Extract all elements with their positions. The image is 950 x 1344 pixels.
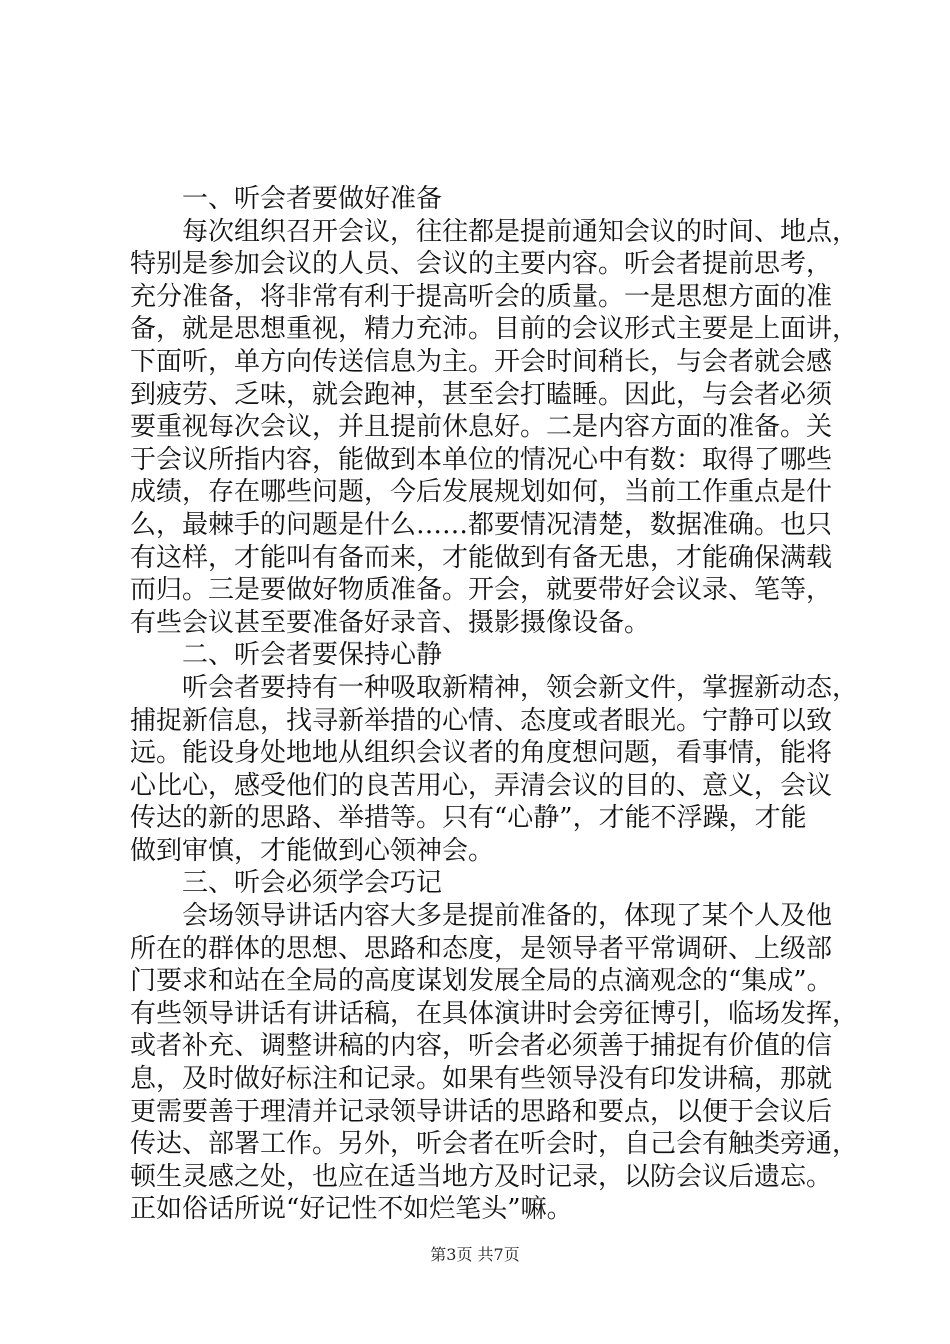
text-line: 充分准备，将非常有利于提高听会的质量。一是思想方面的准 (130, 281, 833, 312)
text-line: 做到审慎，才能做到心领神会。 (130, 835, 495, 866)
text-line: 心比心，感受他们的良苦用心，弄清会议的目的、意义，会议 (130, 770, 833, 801)
page-footer: 第3页 共7页 (430, 1245, 520, 1264)
text-line: 要重视每次会议，并且提前休息好。二是内容方面的准备。关 (130, 412, 833, 443)
text-line: 门要求和站在全局的高度谋划发展全局的点滴观念的“集成”。 (130, 966, 833, 997)
text-line: 二、听会者要保持心静 (182, 640, 443, 671)
text-line: 下面听，单方向传送信息为主。开会时间稍长，与会者就会感 (130, 346, 833, 377)
text-line: 捕捉新信息，找寻新举措的心情、态度或者眼光。宁静可以致 (130, 705, 833, 736)
text-line: 有些领导讲话有讲话稿，在具体演讲时会旁征博引，临场发挥， (130, 998, 859, 1029)
text-line: 特别是参加会议的人员、会议的主要内容。听会者提前思考， (130, 249, 833, 280)
text-line: 每次组织召开会议，往往都是提前通知会议的时间、地点， (182, 216, 859, 247)
text-line: 息，及时做好标注和记录。如果有些领导没有印发讲稿，那就 (130, 1064, 833, 1095)
text-line: 有些会议甚至要准备好录音、摄影摄像设备。 (130, 607, 651, 638)
text-line: 顿生灵感之处，也应在适当地方及时记录，以防会议后遗忘。 (130, 1161, 833, 1192)
document-body (130, 183, 859, 1226)
text-line: 所在的群体的思想、思路和态度，是领导者平常调研、上级部 (130, 933, 833, 964)
text-line: 三、听会必须学会巧记 (182, 868, 443, 899)
text-line: 传达、部署工作。另外，听会者在听会时，自己会有触类旁通， (130, 1129, 859, 1160)
text-line: 备，就是思想重视，精力充沛。目前的会议形式主要是上面讲， (130, 314, 859, 345)
text-line: 一、听会者要做好准备 (182, 184, 443, 214)
text-line: 远。能设身处地地从组织会议者的角度想问题，看事情，能将 (130, 738, 833, 769)
text-line: 于会议所指内容，能做到本单位的情况心中有数：取得了哪些 (130, 444, 833, 475)
text-line: 会场领导讲话内容大多是提前准备的，体现了某个人及他 (182, 901, 833, 932)
text-line: 而归。三是要做好物质准备。开会，就要带好会议录、笔等， (130, 575, 833, 606)
text-line: 到疲劳、乏味，就会跑神，甚至会打瞌睡。因此，与会者必须 (130, 379, 833, 410)
text-line: 成绩，存在哪些问题，今后发展规划如何，当前工作重点是什 (130, 477, 833, 508)
text-line: 么，最棘手的问题是什么……都要情况清楚，数据准确。也只 (130, 509, 833, 540)
text-line: 传达的新的思路、举措等。只有“心静”，才能不浮躁，才能 (130, 803, 807, 834)
text-line: 有这样，才能叫有备而来，才能做到有备无患，才能确保满载 (130, 542, 833, 573)
text-line: 或者补充、调整讲稿的内容，听会者必须善于捕捉有价值的信 (130, 1031, 833, 1062)
text-line: 更需要善于理清并记录领导讲话的思路和要点，以便于会议后 (130, 1096, 833, 1127)
text-line: 听会者要持有一种吸取新精神，领会新文件，掌握新动态， (182, 672, 859, 703)
text-line: 正如俗话所说“好记性不如烂笔头”嘛。 (130, 1194, 573, 1225)
